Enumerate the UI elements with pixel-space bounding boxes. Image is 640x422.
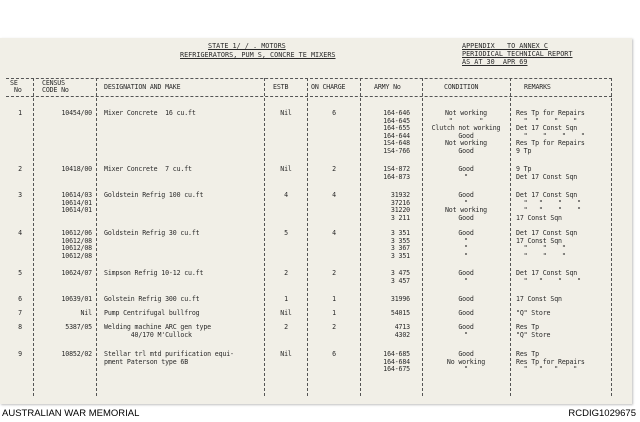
row-remarks: Det 17 Const Sqn — [516, 229, 578, 237]
row-remarks: Det 17 Const Sqn — [516, 124, 578, 133]
report-date: AS AT 30 APR 69 — [462, 58, 528, 66]
row-condition: Good — [458, 165, 474, 173]
row-remarks: Res Tp for Repairs — [516, 109, 585, 117]
row-condition: No working — [446, 357, 486, 366]
row-remarks: " " " — [516, 251, 566, 260]
col-header-army-no: ARMY No — [374, 83, 401, 91]
row-serial: 4 — [18, 229, 22, 237]
row-estb: 1 — [284, 295, 288, 303]
row-census: 10612/08 — [61, 244, 92, 253]
row-army: 1S4-872 — [383, 165, 410, 173]
row-condition: " — [464, 276, 468, 285]
col-header-on-charge: ON CHARGE — [311, 83, 346, 91]
row-on-charge: 1 — [332, 309, 336, 317]
row-estb: 2 — [284, 323, 288, 331]
row-army: 3 211 — [390, 213, 410, 222]
row-serial: 8 — [18, 323, 22, 331]
row-serial: 9 — [18, 350, 22, 358]
row-remarks: " " " " — [516, 276, 581, 285]
row-remarks: Det 17 Const Sqn — [516, 172, 578, 181]
row-estb: Nil — [280, 109, 292, 117]
row-remarks: Res Tp for Repairs — [516, 139, 585, 148]
row-designation: Goldstein Refrig 100 cu.ft — [104, 191, 204, 199]
row-estb: 5 — [284, 229, 288, 237]
row-remarks: Res Tp — [516, 350, 539, 358]
row-condition: Not working — [444, 109, 488, 117]
row-serial: 1 — [18, 109, 22, 117]
row-estb: Nil — [280, 165, 292, 173]
row-remarks: 17 Const Sqn — [516, 213, 562, 222]
row-remarks: Det 17 Const Sqn — [516, 191, 578, 199]
row-condition: " — [464, 330, 468, 339]
row-condition: Good — [458, 213, 474, 222]
row-remarks: Res Tp — [516, 323, 539, 331]
row-designation: Stellar trl mtd purification equi- — [104, 350, 234, 358]
document-title: STATE 1/ / . MOTORS — [208, 42, 286, 50]
row-on-charge: 2 — [332, 269, 336, 277]
row-army: 164-684 — [383, 357, 410, 366]
row-condition: Good — [458, 269, 474, 277]
row-on-charge: 6 — [332, 350, 336, 358]
row-army: 31996 — [390, 295, 410, 303]
row-designation: Mixer Concrete 16 cu.ft — [104, 109, 196, 117]
column-divider — [611, 78, 612, 396]
row-condition: Good — [458, 229, 474, 237]
row-on-charge: 2 — [332, 165, 336, 173]
col-header-designation: DESIGNATION AND MAKE — [104, 83, 181, 91]
col-header-condition: CONDITION — [444, 83, 479, 91]
row-remarks: " " " " — [516, 116, 578, 125]
row-army: 3 355 — [390, 236, 410, 245]
row-on-charge: 4 — [332, 191, 336, 199]
row-condition: Good — [458, 323, 474, 331]
row-army: 1S4-648 — [383, 139, 410, 148]
row-on-charge: 1 — [332, 295, 336, 303]
row-serial: 7 — [18, 309, 22, 317]
row-army: 54015 — [390, 309, 410, 317]
row-army: 164-655 — [383, 124, 410, 133]
row-serial: 5 — [18, 269, 22, 277]
row-remarks: 17 Const Sqn — [516, 236, 562, 245]
column-divider — [264, 78, 265, 396]
col-header-census-code: CODE No — [42, 86, 69, 94]
row-serial: 6 — [18, 295, 22, 303]
row-condition: Good — [458, 350, 474, 358]
row-army: 3 367 — [390, 244, 410, 253]
row-designation: pment Paterson type 6B — [104, 357, 189, 366]
row-estb: 4 — [284, 191, 288, 199]
row-remarks: 9 Tp — [516, 147, 532, 155]
document-page — [0, 38, 632, 404]
row-census: 10639/01 — [61, 295, 92, 303]
row-army: 4302 — [394, 330, 410, 339]
row-designation: Simpson Refrig 10-12 cu.ft — [104, 269, 204, 277]
col-header-serial-no: No — [14, 86, 22, 94]
row-army: 164-645 — [383, 116, 410, 125]
row-census: 10612/08 — [61, 251, 92, 260]
row-designation: Goldstein Refrig 30 cu.ft — [104, 229, 200, 237]
row-army: 37216 — [390, 198, 410, 207]
row-remarks: 17 Const Sqn — [516, 295, 562, 303]
col-header-serial: SE — [10, 79, 18, 87]
row-condition: Good — [458, 295, 474, 303]
row-army: 1S4-766 — [383, 147, 410, 155]
footer-archive-name: AUSTRALIAN WAR MEMORIAL — [2, 408, 140, 419]
row-army: 164-646 — [383, 109, 410, 117]
footer-record-id: RCDIG1029675 — [568, 408, 636, 419]
row-remarks: " " " " — [516, 131, 585, 140]
row-army: 4713 — [394, 323, 410, 331]
row-condition: " — [464, 244, 468, 253]
row-on-charge: 4 — [332, 229, 336, 237]
row-army: 164-873 — [383, 172, 410, 181]
row-on-charge: 2 — [332, 323, 336, 331]
col-header-estb: ESTB — [273, 83, 289, 91]
row-serial: 3 — [18, 191, 22, 199]
row-census: 10454/00 — [61, 109, 92, 117]
row-estb: Nil — [280, 350, 292, 358]
column-divider — [307, 78, 308, 396]
row-condition: " — [464, 365, 468, 374]
column-divider — [33, 78, 34, 396]
col-header-census: CENSUS — [42, 79, 65, 87]
row-census: 5387/05 — [65, 323, 92, 331]
row-condition: Good — [458, 309, 474, 317]
row-condition: Not working — [444, 139, 488, 148]
row-census: 10852/02 — [61, 350, 92, 358]
row-census: 10418/00 — [61, 165, 92, 173]
row-designation: Pump Centrifugal bullfrog — [104, 309, 200, 317]
row-army: 164-644 — [383, 131, 410, 140]
row-remarks: "Q" Store — [516, 309, 551, 317]
appendix-reference: APPENDIX TO ANNEX C — [462, 42, 548, 50]
row-remarks: " " " " — [516, 206, 581, 215]
report-reference: PERIODICAL TECHNICAL REPORT — [462, 50, 573, 58]
row-remarks: 9 Tp — [516, 165, 532, 173]
row-remarks: Res Tp for Repairs — [516, 357, 585, 366]
row-remarks: "Q" Store — [516, 330, 551, 339]
row-census: 10614/01 — [61, 198, 92, 207]
column-divider — [510, 78, 511, 396]
row-condition: Clutch not working — [431, 124, 501, 133]
row-designation: Mixer Concrete 7 cu.ft — [104, 165, 192, 173]
row-army: 31220 — [390, 206, 410, 215]
row-remarks: " " " " — [516, 365, 578, 374]
row-remarks: Det 17 Const Sqn — [516, 269, 578, 277]
row-army: 3 351 — [390, 229, 410, 237]
row-condition: Good — [458, 131, 474, 140]
row-census: 10624/07 — [61, 269, 92, 277]
row-condition: Not working — [444, 206, 488, 215]
row-army: 3 457 — [390, 276, 410, 285]
row-designation: Golstein Refrig 300 cu.ft — [104, 295, 200, 303]
row-army: 164-675 — [383, 365, 410, 374]
row-condition: Good — [458, 191, 474, 199]
row-remarks: " " " — [516, 244, 566, 253]
col-header-remarks: REMARKS — [524, 83, 551, 91]
row-census: 10614/03 — [61, 191, 92, 199]
row-serial: 2 — [18, 165, 22, 173]
row-army: 3 475 — [390, 269, 410, 277]
row-remarks: " " " " — [516, 198, 581, 207]
row-army: 31932 — [390, 191, 410, 199]
row-condition: " — [464, 198, 468, 207]
row-estb: 2 — [284, 269, 288, 277]
row-army: 164-685 — [383, 350, 410, 358]
row-on-charge: 6 — [332, 109, 336, 117]
row-designation: 40/170 M'Cullock — [104, 330, 192, 339]
row-census: 10612/08 — [61, 236, 92, 245]
column-divider — [360, 78, 361, 396]
row-designation: Welding machine ARC gen type — [104, 323, 211, 331]
row-census: Nil — [80, 309, 92, 317]
row-condition: " " — [448, 116, 484, 125]
column-divider — [96, 78, 97, 396]
row-condition: " — [464, 251, 468, 260]
row-census: 10614/01 — [61, 206, 92, 215]
document-subtitle: REFRIGERATORS, PUM S, CONCRE TE MIXERS — [180, 51, 336, 59]
row-condition: " — [464, 236, 468, 245]
row-estb: Nil — [280, 309, 292, 317]
row-census: 10612/06 — [61, 229, 92, 237]
row-condition: " — [464, 172, 468, 181]
row-army: 3 351 — [390, 251, 410, 260]
row-condition: Good — [458, 147, 474, 155]
